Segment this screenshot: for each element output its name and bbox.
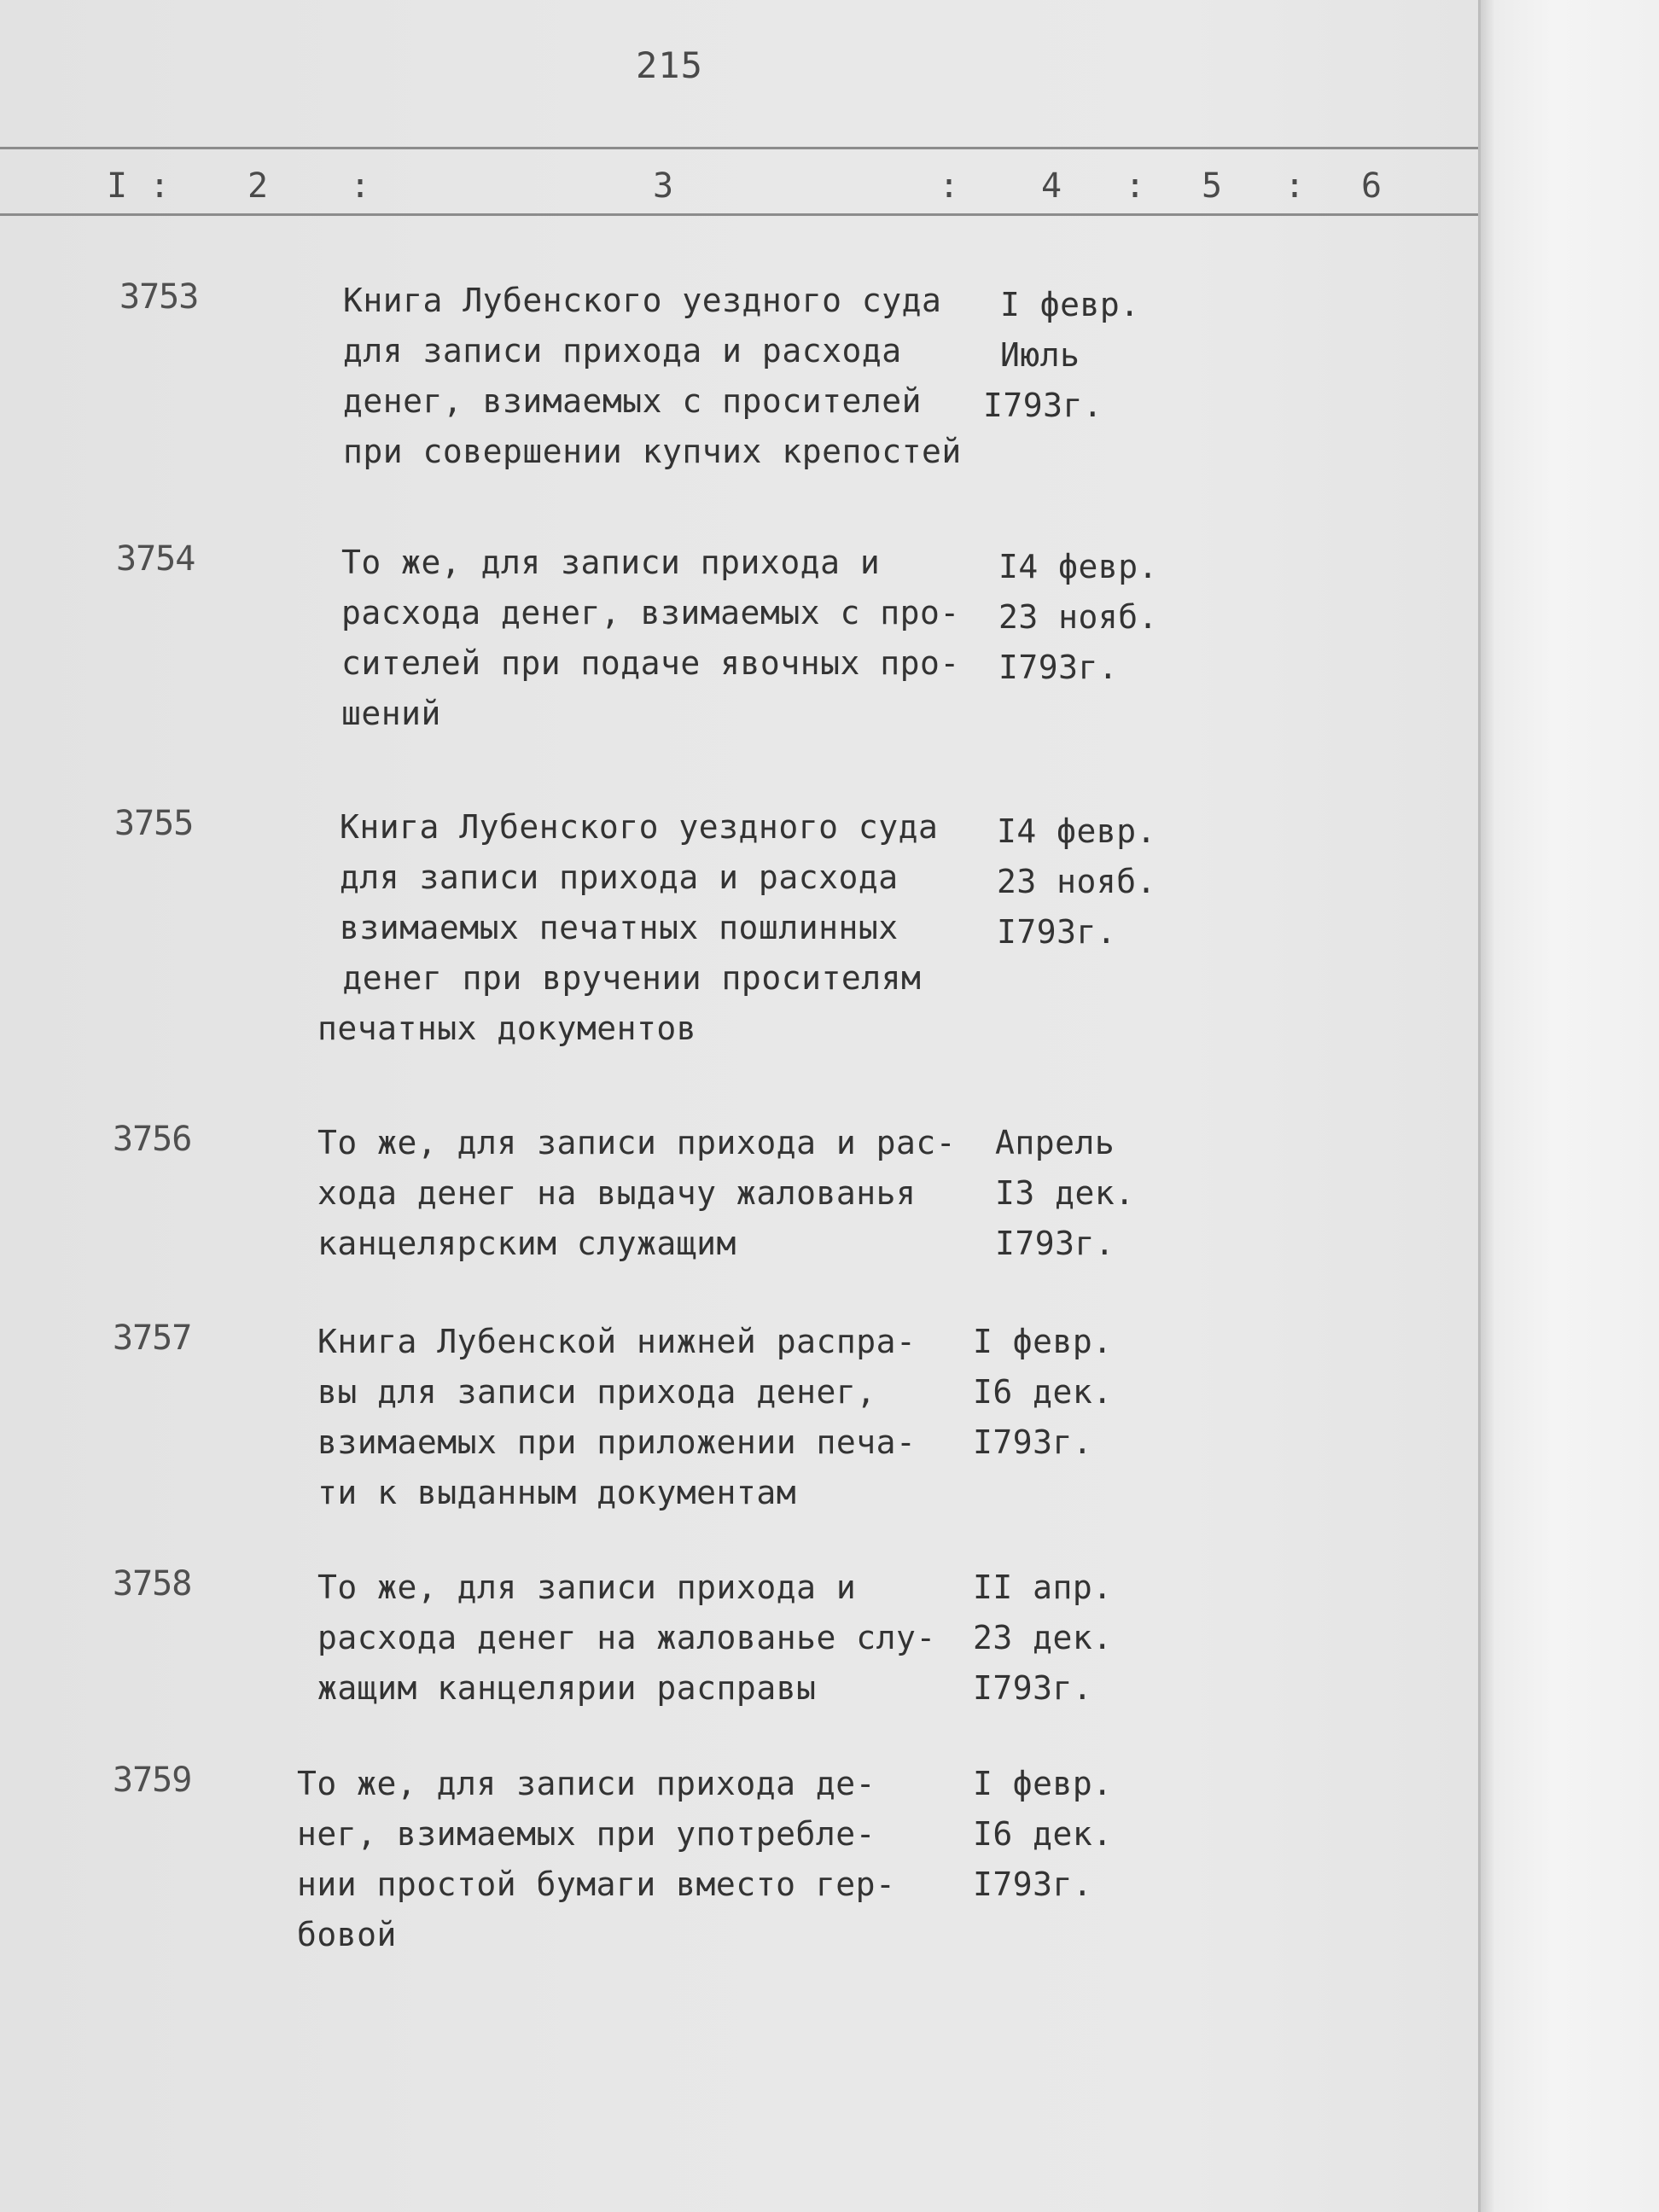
entry-line: канцелярским служащим — [317, 1225, 736, 1262]
entry-line: ти к выданным документам — [317, 1474, 797, 1511]
page-number: 215 — [636, 44, 703, 86]
header-rule-bottom — [0, 213, 1481, 216]
entry-line: расхода денег, взимаемых с про- — [341, 594, 960, 632]
entry-date: I4 февр. — [997, 812, 1157, 850]
entry-date: 23 дек. — [973, 1619, 1113, 1656]
entry-date: I4 февр. — [998, 548, 1159, 585]
header-rule-top — [0, 147, 1481, 149]
column-header-3: 3 — [653, 166, 674, 206]
entry-date: I793г. — [997, 913, 1117, 951]
entry-date: 23 нояб. — [997, 863, 1157, 900]
entry-date: I793г. — [973, 1866, 1093, 1903]
entry-line: То же, для записи прихода и — [317, 1569, 857, 1606]
entry-line: Книга Лубенского уездного суда — [343, 282, 942, 319]
entry-date: 23 нояб. — [998, 598, 1159, 636]
entry-date: I793г. — [998, 649, 1119, 686]
underlying-sheet — [1481, 0, 1659, 2212]
entry-line: расхода денег на жалованье слу- — [317, 1619, 936, 1656]
column-header-sep: : — [350, 166, 371, 206]
entry-line: нии простой бумаги вместо гер- — [297, 1866, 896, 1903]
entry-number: 3753 — [119, 277, 199, 317]
entry-date: I3 дек. — [995, 1174, 1135, 1212]
column-header-5: 5 — [1202, 166, 1223, 206]
entry-date: I февр. — [1000, 286, 1140, 323]
entry-line: хода денег на выдачу жалованья — [317, 1174, 917, 1212]
entry-line: денег, взимаемых с просителей — [343, 382, 922, 420]
column-header-1: I — [107, 166, 128, 206]
entry-date: I793г. — [995, 1225, 1115, 1262]
entry-line: денег при вручении просителям — [323, 959, 922, 997]
entry-number: 3756 — [113, 1120, 192, 1159]
column-header-sep: : — [149, 166, 171, 206]
entry-number: 3759 — [113, 1761, 192, 1800]
entry-line: Книга Лубенской нижней распра- — [317, 1323, 917, 1360]
entry-number: 3757 — [113, 1318, 192, 1358]
entry-line: То же, для записи прихода и рас- — [317, 1124, 957, 1161]
entry-number: 3758 — [113, 1564, 192, 1604]
entry-number: 3755 — [114, 804, 194, 843]
entry-line: для записи прихода и расхода — [343, 332, 902, 370]
column-header-6: 6 — [1361, 166, 1382, 206]
entry-line: сителей при подаче явочных про- — [341, 644, 960, 682]
column-header-sep: : — [1125, 166, 1146, 206]
entry-line: жащим канцелярии расправы — [317, 1669, 817, 1707]
entry-line: вы для записи прихода денег, — [317, 1373, 876, 1411]
entry-date: I6 дек. — [973, 1815, 1113, 1853]
entry-line: печатных документов — [317, 1010, 697, 1047]
entry-line: шений — [341, 695, 441, 732]
entry-date: I793г. — [973, 1423, 1093, 1461]
column-header-sep: : — [939, 166, 960, 206]
entry-date: I793г. — [973, 1669, 1093, 1707]
entry-line: взимаемых при приложении печа- — [317, 1423, 917, 1461]
entry-date: Апрель — [995, 1124, 1115, 1161]
entry-line: при совершении купчих крепостей — [343, 433, 962, 470]
entry-line: взимаемых печатных пошлинных — [340, 909, 899, 946]
entry-line: бовой — [297, 1916, 397, 1953]
entry-date: I793г. — [983, 387, 1103, 424]
entry-line: То же, для записи прихода и — [341, 544, 881, 581]
column-header-sep: : — [1284, 166, 1306, 206]
entry-date: Июль — [1000, 336, 1080, 374]
entry-line: нег, взимаемых при употребле- — [297, 1815, 876, 1853]
entry-date: I февр. — [973, 1323, 1113, 1360]
entry-number: 3754 — [116, 539, 195, 579]
column-header-2: 2 — [247, 166, 269, 206]
entry-line: Книга Лубенского уездного суда — [340, 808, 939, 846]
entry-date: II апр. — [973, 1569, 1113, 1606]
entry-line: для записи прихода и расхода — [340, 859, 899, 896]
entry-line: То же, для записи прихода де- — [297, 1765, 876, 1802]
entry-date: I6 дек. — [973, 1373, 1113, 1411]
column-header-4: 4 — [1041, 166, 1062, 206]
entry-date: I февр. — [973, 1765, 1113, 1802]
